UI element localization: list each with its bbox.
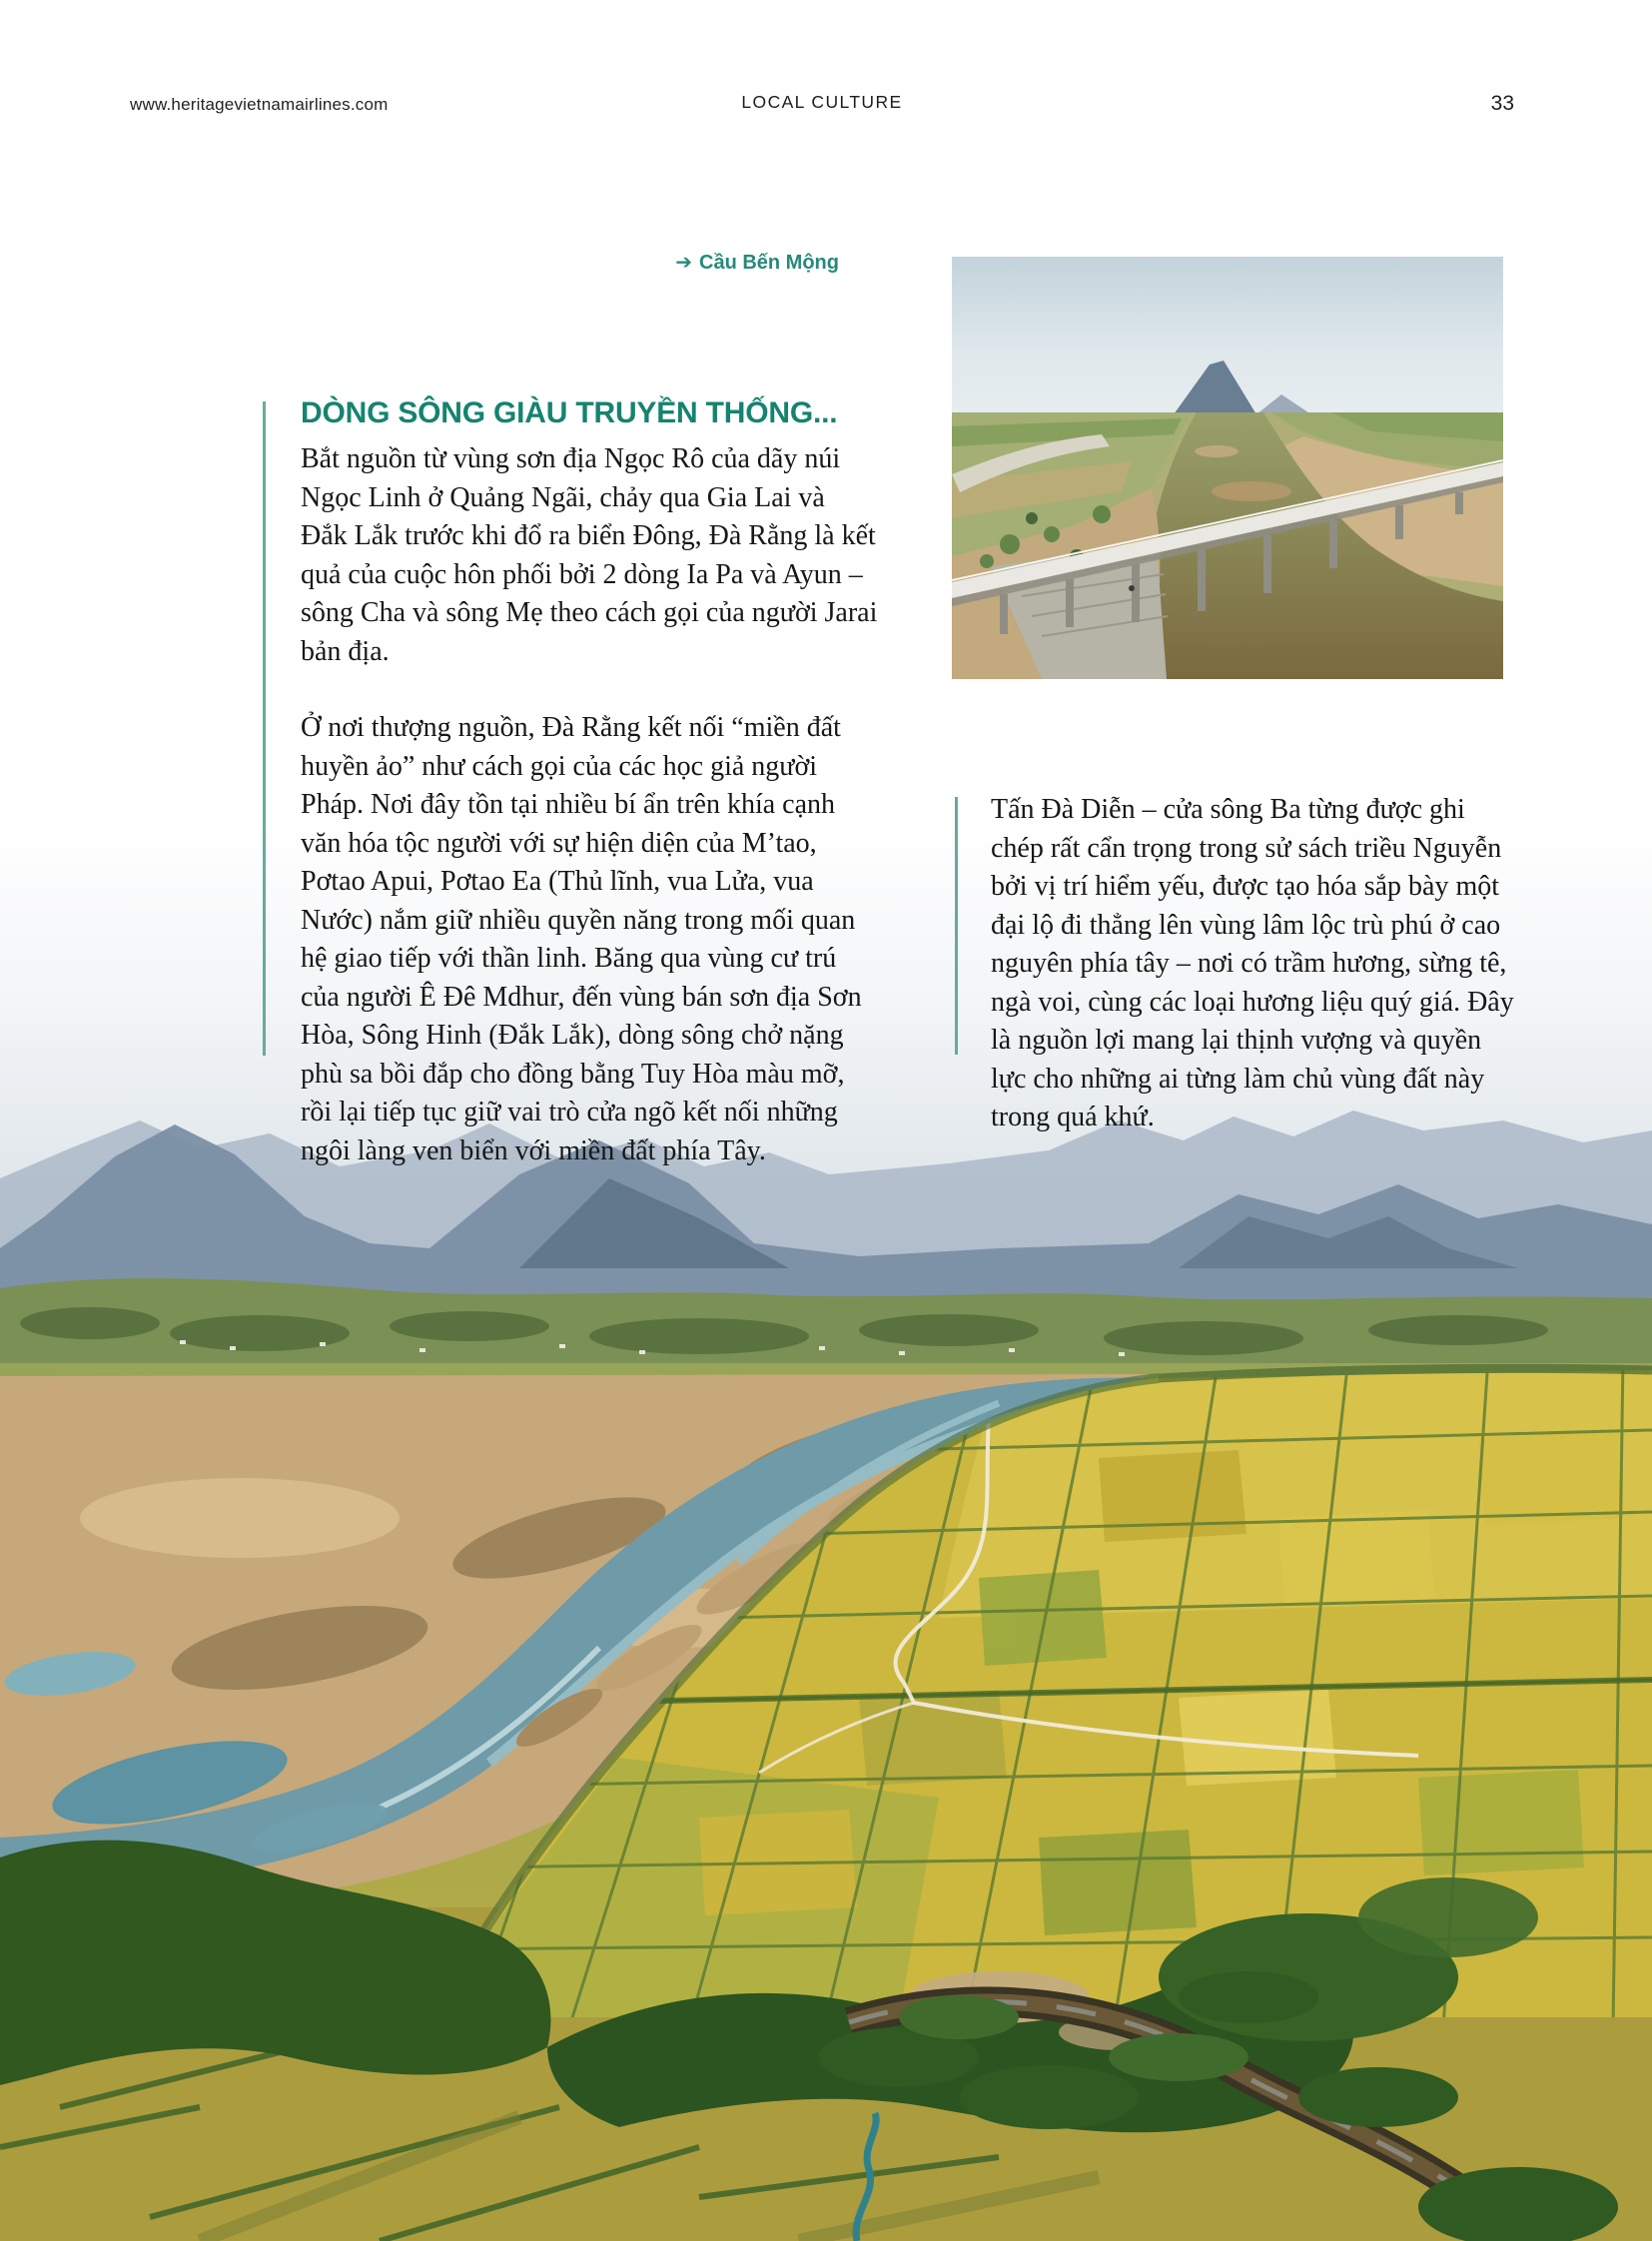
photo-caption — [599, 250, 839, 275]
section-title: LOCAL CULTURE — [741, 92, 903, 112]
bridge-illustration — [952, 257, 1503, 679]
article-right-column — [991, 791, 1514, 1137]
article-left-column — [301, 395, 878, 1170]
website-url: www.heritagevietnamairlines.com — [130, 95, 389, 114]
accent-rule-left — [263, 401, 266, 1056]
body-paragraph: Ở nơi thượng nguồn, Đà Rằng kết nối “miền đất huyền ảo” như cách gọi của các học giả người Pháp. Nơi đây tồn tại nhiều bí ẩn trên khía cạnh văn hóa tộc người với sự hiện diện của M’tao, Pơtao Apui, Pơtao Ea (Thủ lĩnh, vua Lửa, vua Nước) nắm giữ nhiều quyền năng trong mối quan hệ giao tiếp với thần linh. Băng qua vùng cư trú của người Ê Đê Mdhur, đến vùng bán sơn địa Sơn Hòa, Sông Hinh (Đắk Lắk), dòng sông chở nặng phù sa bồi đắp cho đồng bằng Tuy Hòa màu mỡ, rồi lại tiếp tục giữ vai trò cửa ngõ kết nối những ngôi làng ven biển với miền đất phía Tây. — [301, 712, 862, 1166]
body-paragraph: Bắt nguồn từ vùng sơn địa Ngọc Rô của dãy núi Ngọc Linh ở Quảng Ngãi, chảy qua Gia Lai và Đắk Lắk trước khi đổ ra biển Đông, Đà Rằng là kết quả của cuộc hôn phối bởi 2 dòng Ia Pa và Ayun – sông Cha và sông Mẹ theo cách gọi của người Jarai bản địa. — [301, 443, 878, 667]
bridge-photo — [952, 257, 1503, 679]
arrow-icon: ➔ — [675, 252, 692, 274]
accent-rule-right — [955, 797, 958, 1055]
article-heading: DÒNG SÔNG GIÀU TRUYỀN THỐNG... — [301, 396, 838, 429]
page-header — [130, 92, 1514, 118]
photo-caption-label: Cầu Bến Mộng — [699, 252, 839, 274]
page-number: 33 — [1490, 92, 1514, 115]
cyclist-dot — [1129, 585, 1135, 591]
body-paragraph: Tấn Đà Diễn – cửa sông Ba từng được ghi chép rất cẩn trọng trong sử sách triều Nguyễn bởi vị trí hiểm yếu, được tạo hóa sắp bày một đại lộ đi thẳng lên vùng lâm lộc trù phú ở cao nguyên phía tây – nơi có trầm hương, sừng tê, ngà voi, cùng các loại hương liệu quý giá. Đây là nguồn lợi mang lại thịnh vượng và quyền lực cho những ai từng làm chủ vùng đất này trong quá khứ. — [991, 794, 1514, 1132]
